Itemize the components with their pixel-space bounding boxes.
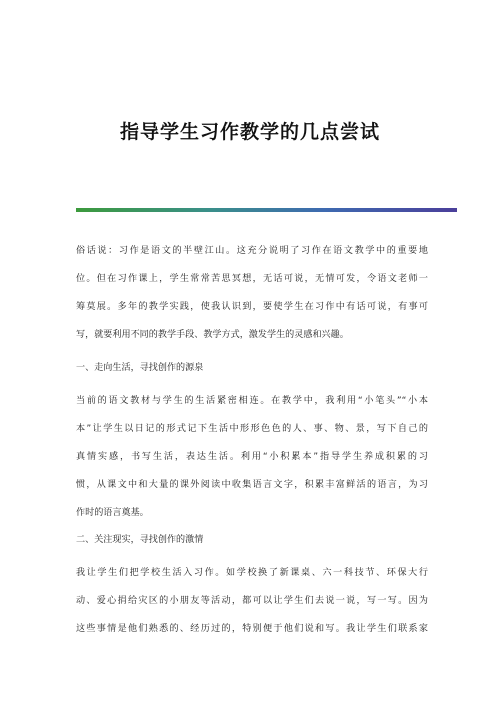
paragraph-line: 筹莫展。多年的教学实践，使我认识到，要使学生在习作中有话可说，有事可 — [76, 302, 428, 312]
document-title: 指导学生习作教学的几点尝试 — [119, 121, 380, 143]
paragraph-line: 本”让学生以日记的形式记下生活中形形色色的人、事、物、景，写下自己的 — [76, 424, 428, 434]
section-heading: 二、关注现实，寻找创作的激情 — [76, 535, 204, 545]
paragraph-line: 我让学生们把学校生活入习作。如学校换了新课桌、六一科技节、环保大行 — [76, 568, 428, 578]
paragraph-line: 作时的语言奠基。 — [76, 508, 149, 518]
section-heading: 一、走向生活，寻找创作的源泉 — [76, 363, 204, 373]
paragraph-line: 惯，从课文中和大量的课外阅读中收集语言文字，积累丰富鲜活的语言，为习 — [76, 480, 428, 490]
paragraph-line: 真情实感，书写生活，表达生活。利用“小积累本”指导学生养成积累的习 — [76, 452, 428, 462]
paragraph-line: 当前的语文教材与学生的生活紧密相连。在教学中，我利用“小笔头”“小本 — [76, 396, 428, 406]
paragraph-line: 动、爱心捐给灾区的小朋友等活动，都可以让学生们去说一说，写一写。因为 — [76, 596, 428, 606]
paragraph-line: 写，就要利用不同的教学手段、教学方式，激发学生的灵感和兴趣。 — [76, 330, 349, 340]
paragraph-line: 位。但在习作课上，学生常常苦思冥想，无话可说，无情可发，令语文老师一 — [76, 274, 428, 284]
paragraph-line: 这些事情是他们熟悉的、经历过的，特别便于他们说和写。我让学生们联系家 — [76, 624, 428, 634]
paragraph-line: 俗话说：习作是语文的半壁江山。这充分说明了习作在语文教学中的重要地 — [76, 246, 428, 256]
title-divider — [76, 208, 457, 212]
